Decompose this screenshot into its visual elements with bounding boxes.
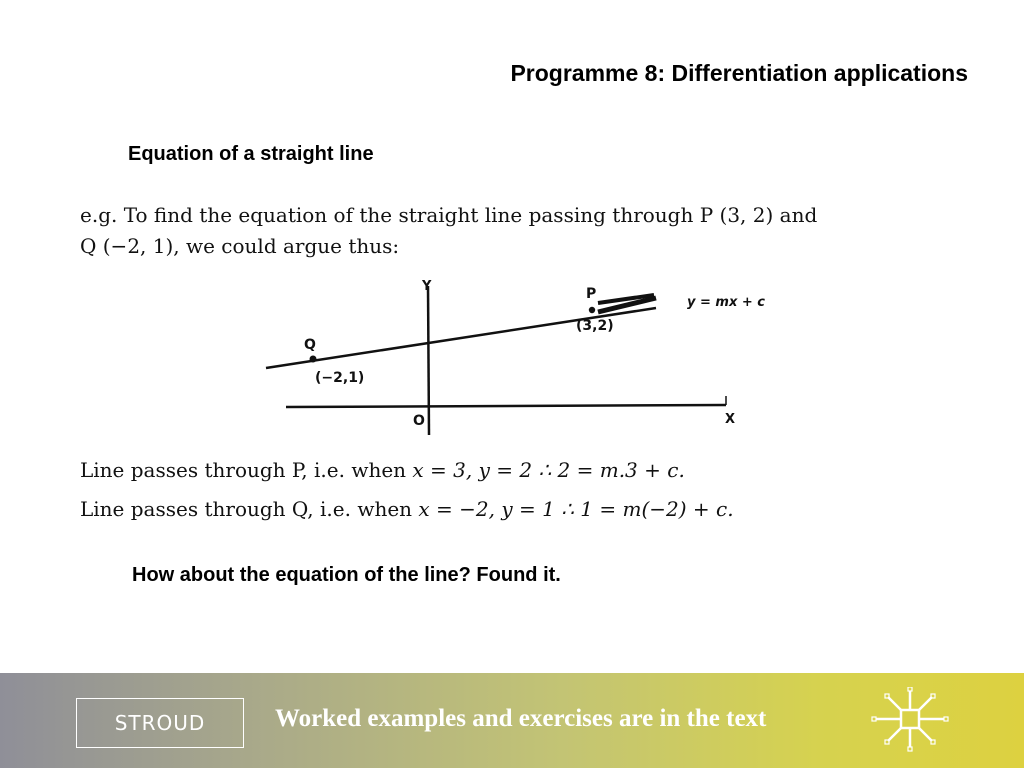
point-q-coords: (−2,1) [315, 370, 365, 386]
equation-q-math: x = −2, y = 1 ∴ 1 = m(−2) + c. [418, 497, 734, 521]
equation-p-text: Line passes through P, i.e. when [80, 458, 407, 482]
footer-bar [0, 673, 1024, 768]
point-p-coords: (3,2) [576, 318, 614, 334]
line-equation-label: y = mx + c [687, 295, 765, 310]
equation-line-q [80, 497, 960, 521]
x-axis [286, 405, 726, 407]
y-axis-label: Y [422, 279, 432, 294]
x-axis-label: X [725, 412, 736, 427]
circuit-square-icon [868, 687, 952, 753]
straight-line [266, 308, 656, 368]
equation-p-math: x = 3, y = 2 ∴ 2 = m.3 + c. [412, 458, 685, 482]
equation-q-text: Line passes through Q, i.e. when [80, 497, 413, 521]
section-subtitle: Equation of a straight line [128, 143, 374, 165]
point-p-marker [589, 307, 595, 313]
brand-label: STROUD [114, 711, 206, 735]
origin-label: O [413, 413, 425, 429]
y-axis [428, 286, 429, 435]
point-q-marker [310, 356, 317, 363]
point-p-name: P [586, 286, 597, 302]
scanned-example [78, 190, 980, 542]
brand-logo [76, 698, 244, 748]
point-q-name: Q [304, 337, 316, 353]
question-text: How about the equation of the line? Found it. [132, 564, 561, 586]
intro-line-1: e.g. To find the equation of the straight line passing through P (3, 2) and [80, 203, 818, 227]
footer-tagline: Worked examples and exercises are in the text [275, 705, 767, 732]
line-graph [78, 190, 980, 450]
intro-line-2: Q (−2, 1), we could argue thus: [80, 234, 400, 258]
equation-line-p [80, 458, 960, 482]
page-title: Programme 8: Differentiation applications [510, 60, 968, 86]
